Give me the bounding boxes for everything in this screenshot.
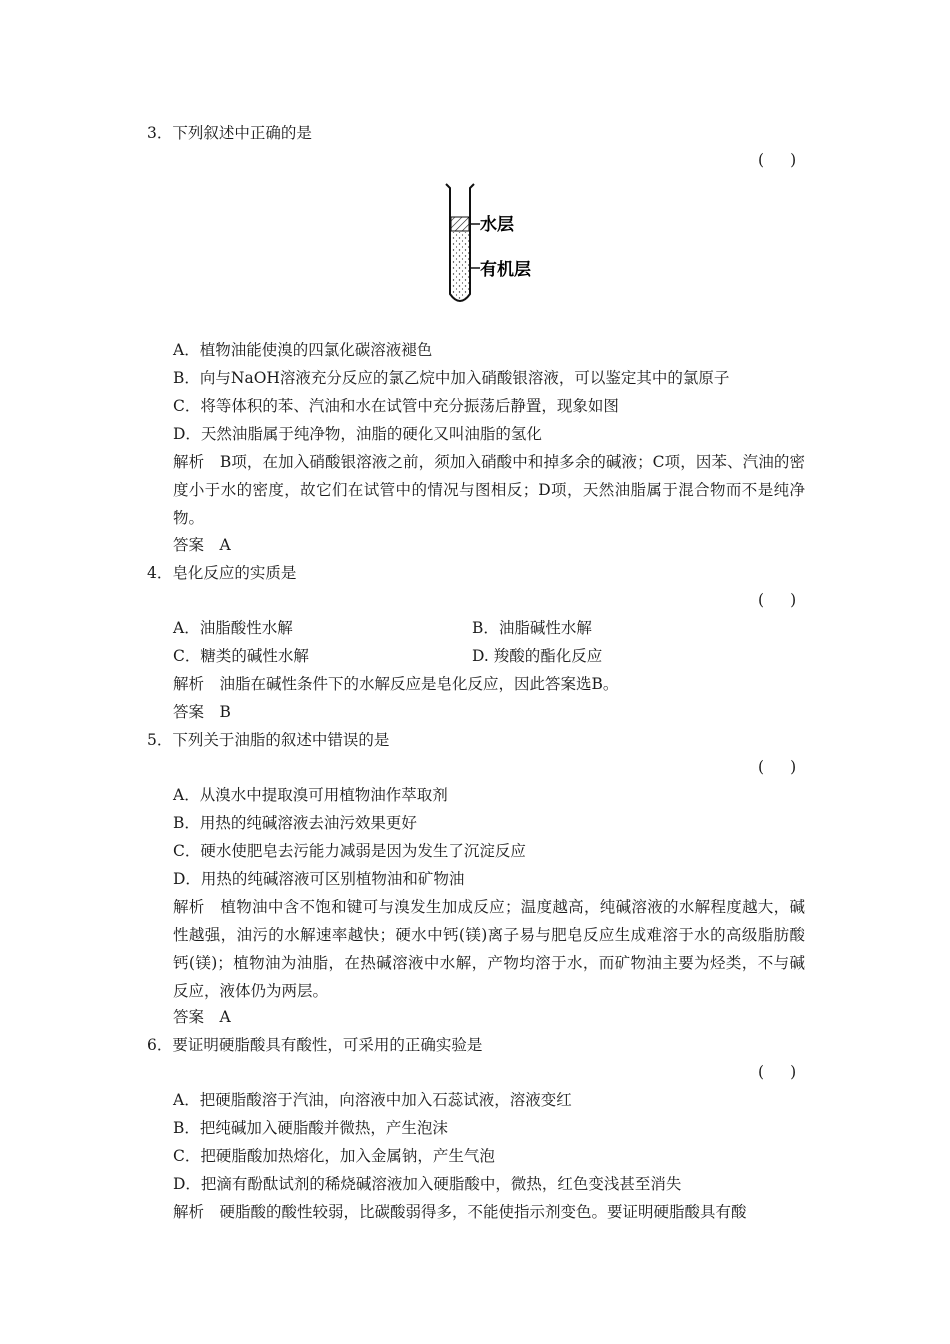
q4-stem: 4．皂化反应的实质是 xyxy=(147,564,297,582)
q5-option-d: D．用热的纯碱溶液可区别植物油和矿物油 xyxy=(173,870,465,888)
q4-option-c: C．糖类的碱性水解 xyxy=(173,647,309,665)
water-layer xyxy=(451,217,469,231)
q3-option-a: A．植物油能使溴的四氯化碳溶液褪色 xyxy=(173,341,433,359)
q3-option-d: D．天然油脂属于纯净物，油脂的硬化又叫油脂的氢化 xyxy=(173,425,542,443)
q6-answer-blank: ( ) xyxy=(758,1063,797,1081)
q5-stem: 5．下列关于油脂的叙述中错误的是 xyxy=(147,731,390,749)
q3-answer: 答案 A xyxy=(173,536,231,554)
q4-option-b: B．油脂碱性水解 xyxy=(472,619,592,637)
q5-option-c: C．硬水使肥皂去污能力减弱是因为发生了沉淀反应 xyxy=(173,842,526,860)
q5-answer: 答案 A xyxy=(173,1008,231,1026)
q6-option-b: B．把纯碱加入硬脂酸并微热，产生泡沫 xyxy=(173,1119,448,1137)
q6-option-c: C．把硬脂酸加热熔化，加入金属钠，产生气泡 xyxy=(173,1147,495,1165)
water-layer-label: 水层 xyxy=(480,215,514,235)
q3-option-c: C．将等体积的苯、汽油和水在试管中充分振荡后静置，现象如图 xyxy=(173,397,619,415)
q4-option-d: D. 羧酸的酯化反应 xyxy=(472,647,603,665)
q5-analysis: 解析 植物油中含不饱和键可与溴发生加成反应；温度越高，纯碱溶液的水解程度越大，碱性越强，油污的水解速率越快；硬水中钙(镁)离子易与肥皂反应生成难溶于水的高级脂肪酸钙(镁)；植物油为油脂，在热碱溶液中水解，产物均溶于水，而矿物油主要为烃类，不与碱反应，液体仍为两层。 xyxy=(173,898,805,1000)
q3-stem: 3．下列叙述中正确的是 xyxy=(147,124,312,142)
q5-answer-blank: ( ) xyxy=(758,758,797,776)
q4-option-a: A．油脂酸性水解 xyxy=(173,619,293,637)
q6-analysis: 解析 硬脂酸的酸性较弱，比碳酸弱得多，不能使指示剂变色。要证明硬脂酸具有酸 xyxy=(173,1203,747,1221)
q4-answer: 答案 B xyxy=(173,703,231,721)
q4-analysis: 解析 油脂在碱性条件下的水解反应是皂化反应，因此答案选B。 xyxy=(173,675,619,693)
q3-analysis: 解析 B项，在加入硝酸银溶液之前，须加入硝酸中和掉多余的碱液；C项，因苯、汽油的密度小于水的密度，故它们在试管中的情况与图相反；D项，天然油脂属于混合物而不是纯净物。 xyxy=(173,453,805,527)
organic-layer-label: 有机层 xyxy=(480,260,531,280)
q6-stem: 6．要证明硬脂酸具有酸性，可采用的正确实验是 xyxy=(147,1036,483,1054)
q6-option-d: D．把滴有酚酞试剂的稀烧碱溶液加入硬脂酸中，微热，红色变浅甚至消失 xyxy=(173,1175,682,1193)
q5-option-b: B．用热的纯碱溶液去油污效果更好 xyxy=(173,814,417,832)
q3-answer-blank: ( ) xyxy=(758,151,797,169)
organic-layer xyxy=(451,232,469,300)
q4-answer-blank: ( ) xyxy=(758,591,797,609)
test-tube-figure xyxy=(440,182,550,312)
q5-option-a: A．从溴水中提取溴可用植物油作萃取剂 xyxy=(173,786,448,804)
q3-option-b: B．向与NaOH溶液充分反应的氯乙烷中加入硝酸银溶液，可以鉴定其中的氯原子 xyxy=(173,369,730,387)
q6-option-a: A．把硬脂酸溶于汽油，向溶液中加入石蕊试液，溶液变红 xyxy=(173,1091,572,1109)
